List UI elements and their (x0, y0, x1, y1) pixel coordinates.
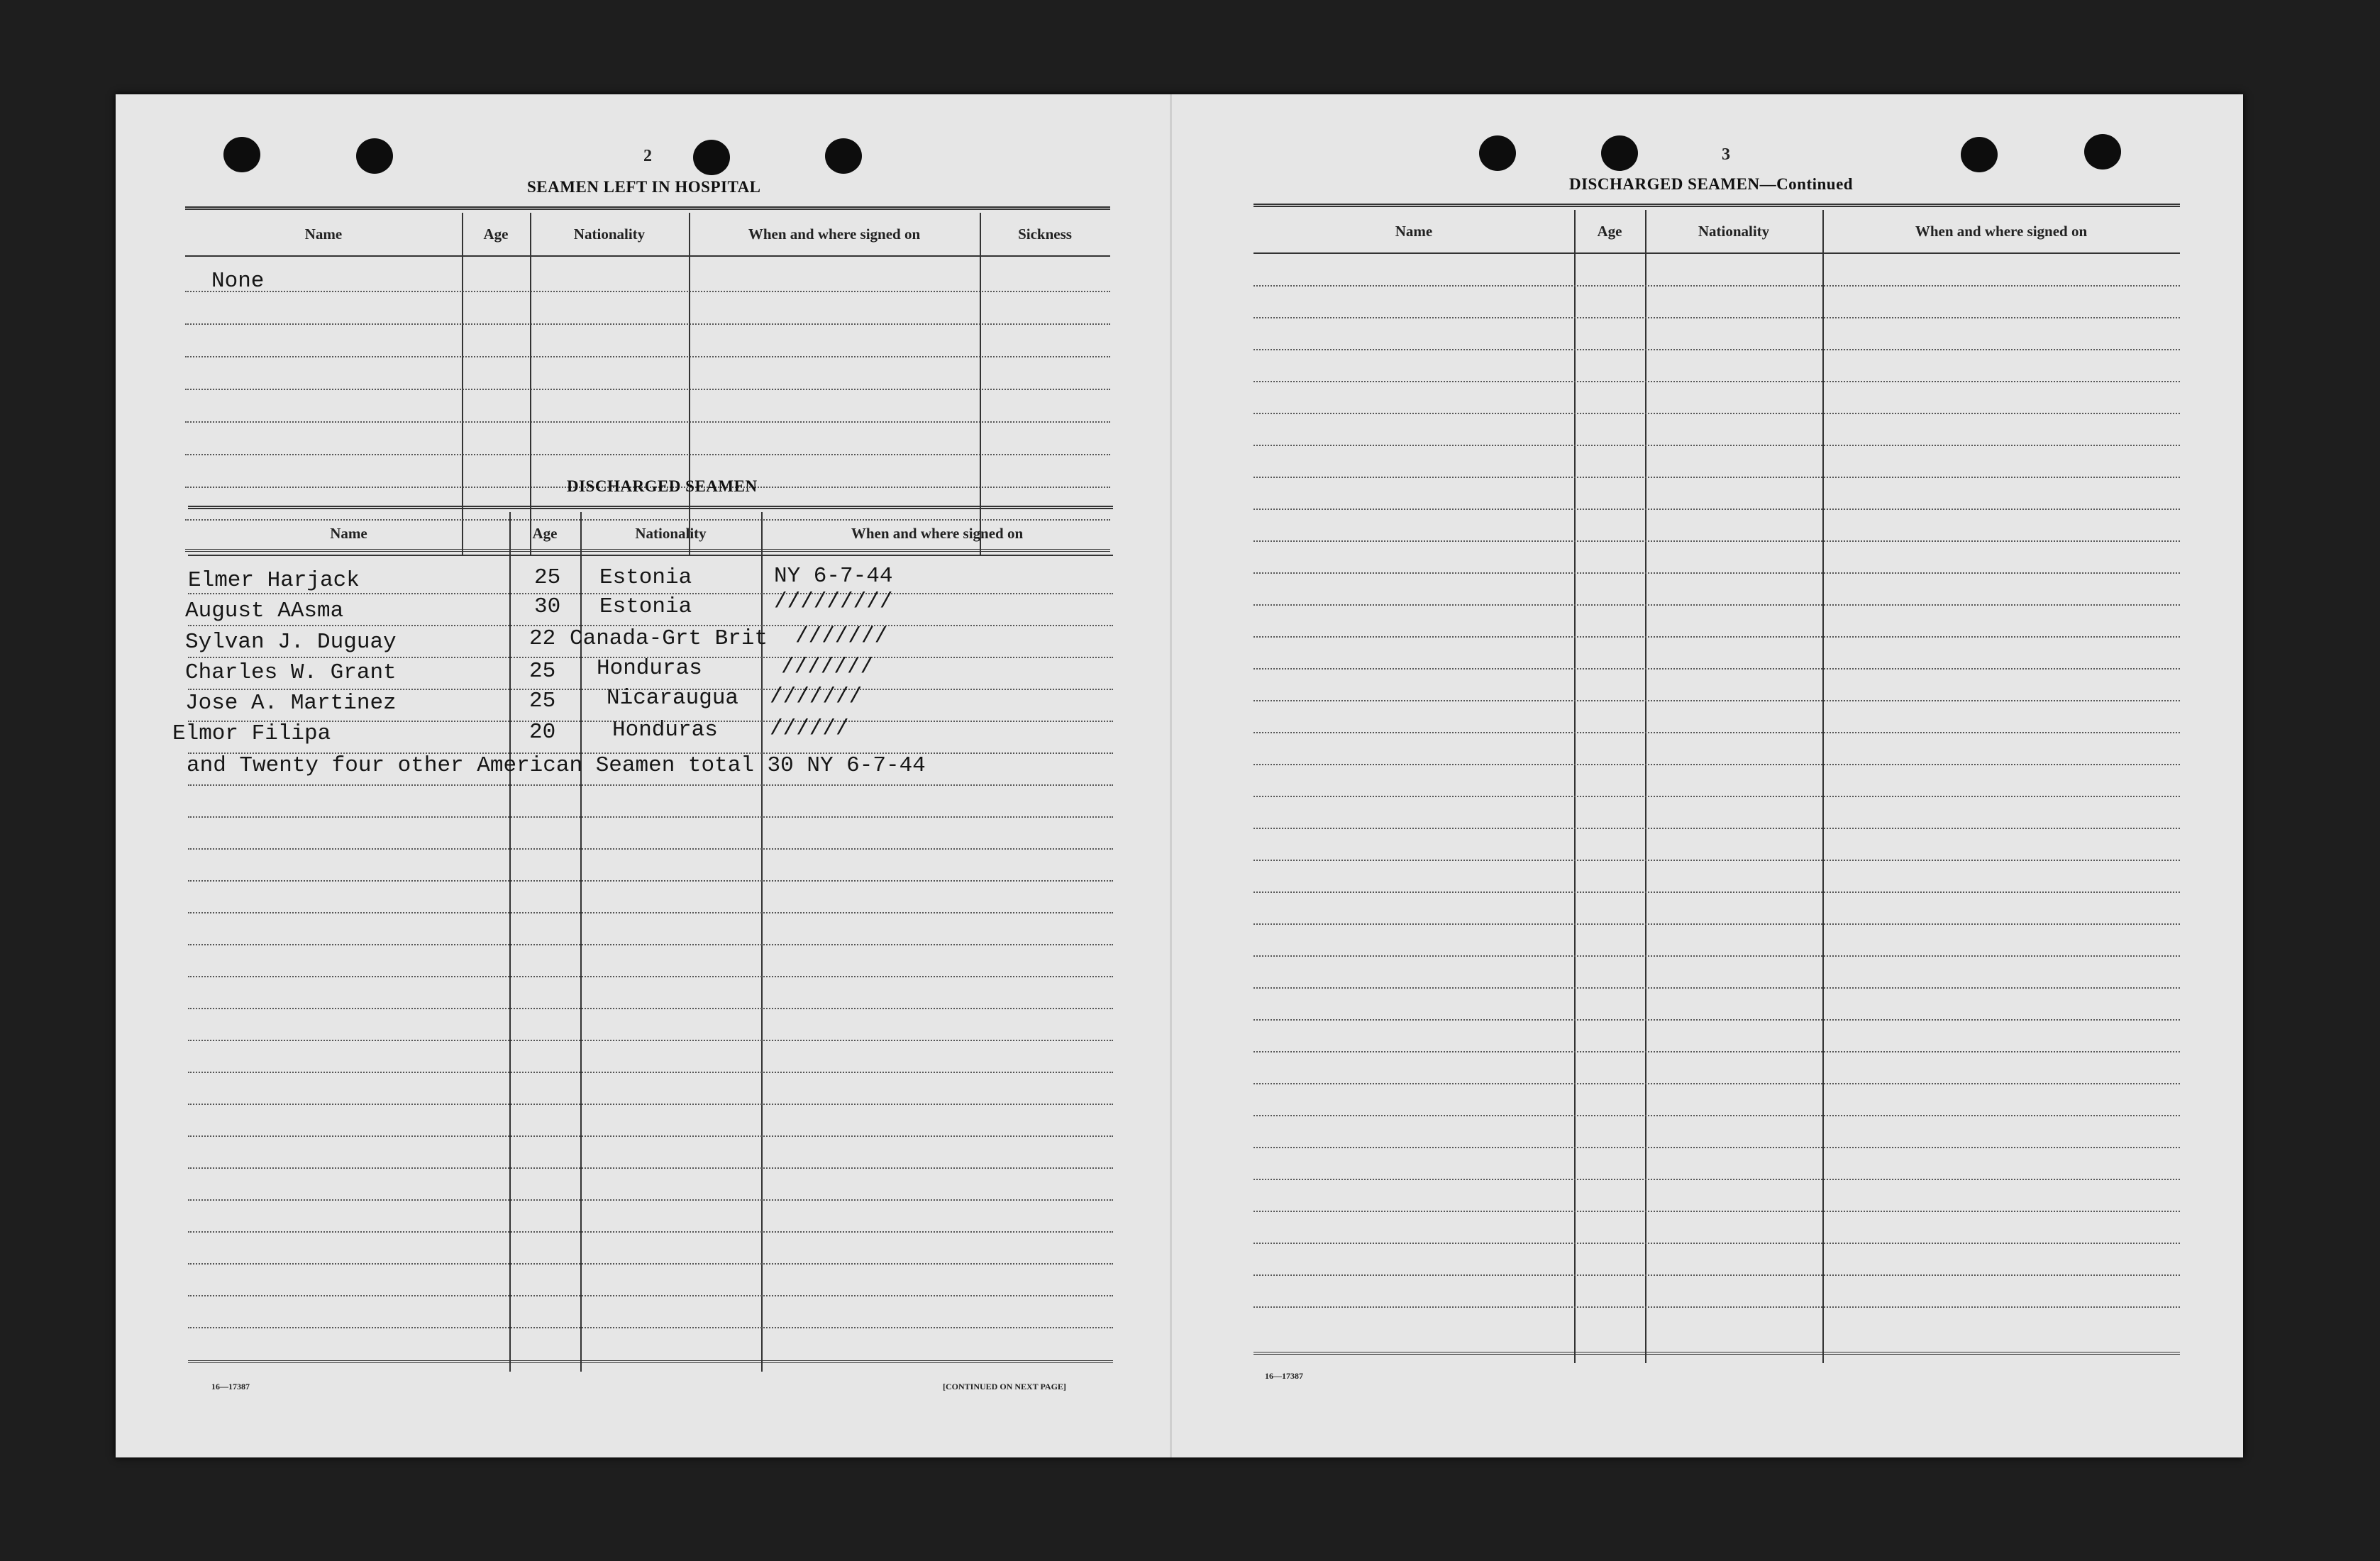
hospital-table (185, 206, 1110, 557)
table-row (188, 784, 1113, 786)
table-row (185, 454, 1110, 455)
left-page (116, 94, 1170, 1457)
entry-name: Jose A. Martinez (185, 691, 397, 716)
entry-nationality: Honduras (612, 718, 718, 743)
table-row (185, 291, 1110, 292)
entry-nationality: Honduras (597, 656, 702, 681)
document-sheet (116, 94, 2243, 1457)
table-bottom-rule (188, 1360, 1113, 1363)
table-row (1253, 604, 2180, 606)
punch-hole (223, 137, 260, 172)
entry-age: 30 (534, 594, 561, 619)
entry-name: August AAsma (185, 599, 344, 623)
table-row (1253, 860, 2180, 861)
entry-nationality: Estonia (599, 594, 692, 619)
table-row (188, 1199, 1113, 1201)
form-number: 16—17387 (211, 1382, 250, 1391)
column-header-signed-on: When and where signed on (748, 225, 921, 243)
entry-age: 20 (529, 720, 556, 745)
form-number: 16—17387 (1265, 1371, 1303, 1381)
entry-signed-on: ////// (770, 716, 849, 741)
entry-name: Sylvan J. Duguay (185, 630, 397, 655)
punch-hole (356, 138, 393, 174)
table-row (1253, 923, 2180, 925)
table-row (1253, 349, 2180, 350)
punch-hole (825, 138, 862, 174)
table-row (188, 944, 1113, 945)
column-header-age: Age (532, 524, 558, 542)
table-row (188, 1040, 1113, 1041)
table-row (1253, 1019, 2180, 1021)
discharged-continued-title: DISCHARGED SEAMEN—Continued (1569, 175, 1854, 193)
table-row (1253, 732, 2180, 733)
entry-signed-on: NY 6-7-44 (774, 564, 893, 589)
column-header-nationality: Nationality (573, 225, 646, 243)
table-row (1253, 987, 2180, 989)
table-row (188, 1263, 1113, 1265)
column-divider (462, 213, 463, 555)
table-row (1253, 285, 2180, 287)
column-header-sickness: Sickness (1018, 225, 1072, 243)
punch-hole (1479, 135, 1516, 171)
column-header-nationality: Nationality (635, 524, 707, 542)
entry-name: Elmer Harjack (188, 568, 360, 593)
discharged-summary-line: and Twenty four other American Seamen total 30 NY 6-7-44 (187, 753, 926, 778)
table-row (1253, 828, 2180, 829)
hospital-section-title: SEAMEN LEFT IN HOSPITAL (527, 178, 761, 196)
column-divider (509, 512, 511, 1372)
punch-hole (1961, 137, 1998, 172)
column-divider (689, 213, 690, 555)
table-row (1253, 668, 2180, 670)
entry-signed-on: /////// (795, 624, 888, 649)
table-row (1253, 540, 2180, 542)
table-row (1253, 1051, 2180, 1052)
entry-signed-on: /////// (781, 655, 874, 679)
table-row (1253, 572, 2180, 574)
column-divider (1822, 210, 1824, 1363)
table-row (1253, 700, 2180, 701)
table-row (1253, 955, 2180, 957)
entry-nationality: Nicaraugua (607, 686, 739, 711)
punch-hole (693, 140, 730, 175)
column-header-age: Age (1597, 222, 1622, 240)
table-row (1253, 1243, 2180, 1244)
table-row (188, 1295, 1113, 1296)
entry-signed-on: ///////// (774, 589, 893, 614)
hospital-table-header (185, 213, 1110, 257)
table-row (185, 421, 1110, 423)
entry-age: 25 (529, 689, 556, 713)
column-header-signed-on: When and where signed on (1915, 222, 2088, 240)
table-row (1253, 1083, 2180, 1084)
table-row (1253, 317, 2180, 318)
table-row (188, 1327, 1113, 1328)
entry-age: 25 (529, 659, 556, 684)
table-row (1253, 796, 2180, 797)
table-row (1253, 1179, 2180, 1180)
entry-nationality: Estonia (599, 565, 692, 590)
column-header-signed-on: When and where signed on (851, 524, 1024, 542)
discharged-table-header (188, 512, 1113, 556)
column-header-nationality: Nationality (1698, 222, 1770, 240)
table-row (188, 976, 1113, 977)
entry-age: 25 (534, 565, 561, 590)
hospital-entry: None (211, 269, 265, 294)
column-divider (530, 213, 531, 555)
page-number: 2 (643, 147, 652, 165)
entry-name: Elmor Filipa (172, 721, 331, 746)
table-row (1253, 636, 2180, 638)
column-divider (980, 213, 981, 555)
table-row (188, 1072, 1113, 1073)
page-number: 3 (1722, 145, 1730, 164)
discharged-continued-table (1253, 204, 2180, 1366)
entry-name: Charles W. Grant (185, 660, 397, 685)
column-header-name: Name (330, 524, 367, 542)
table-row (1253, 1115, 2180, 1116)
column-divider (1574, 210, 1576, 1363)
table-row (188, 816, 1113, 818)
table-row (1253, 1211, 2180, 1212)
table-row (185, 389, 1110, 390)
table-row (1253, 1147, 2180, 1148)
table-row (188, 1104, 1113, 1105)
table-row (188, 848, 1113, 850)
column-header-name: Name (1395, 222, 1433, 240)
discharged-continued-header (1253, 210, 2180, 254)
table-row (188, 880, 1113, 882)
table-row (1253, 477, 2180, 478)
right-page (1172, 94, 2243, 1457)
table-row (1253, 413, 2180, 414)
table-row (1253, 381, 2180, 382)
table-row (1253, 509, 2180, 510)
entry-signed-on: /////// (770, 684, 863, 709)
table-row (1253, 445, 2180, 446)
column-divider (1645, 210, 1646, 1363)
table-row (1253, 1274, 2180, 1276)
column-header-age: Age (483, 225, 509, 243)
entry-age: 22 (529, 626, 556, 651)
table-row (188, 912, 1113, 913)
punch-hole (2084, 134, 2121, 170)
table-row (188, 1008, 1113, 1009)
continued-note: [CONTINUED ON NEXT PAGE] (943, 1382, 1066, 1391)
column-header-name: Name (304, 225, 343, 243)
table-row (185, 356, 1110, 357)
table-row (188, 1135, 1113, 1137)
table-row (188, 1231, 1113, 1233)
table-row (1253, 1306, 2180, 1308)
table-row (1253, 891, 2180, 893)
entry-nationality: Canada-Grt Brit (570, 626, 768, 651)
table-row (185, 323, 1110, 325)
table-bottom-rule (1253, 1352, 2180, 1355)
punch-hole (1601, 135, 1638, 171)
discharged-section-title: DISCHARGED SEAMEN (567, 477, 758, 495)
table-row (1253, 764, 2180, 765)
table-row (188, 1167, 1113, 1169)
